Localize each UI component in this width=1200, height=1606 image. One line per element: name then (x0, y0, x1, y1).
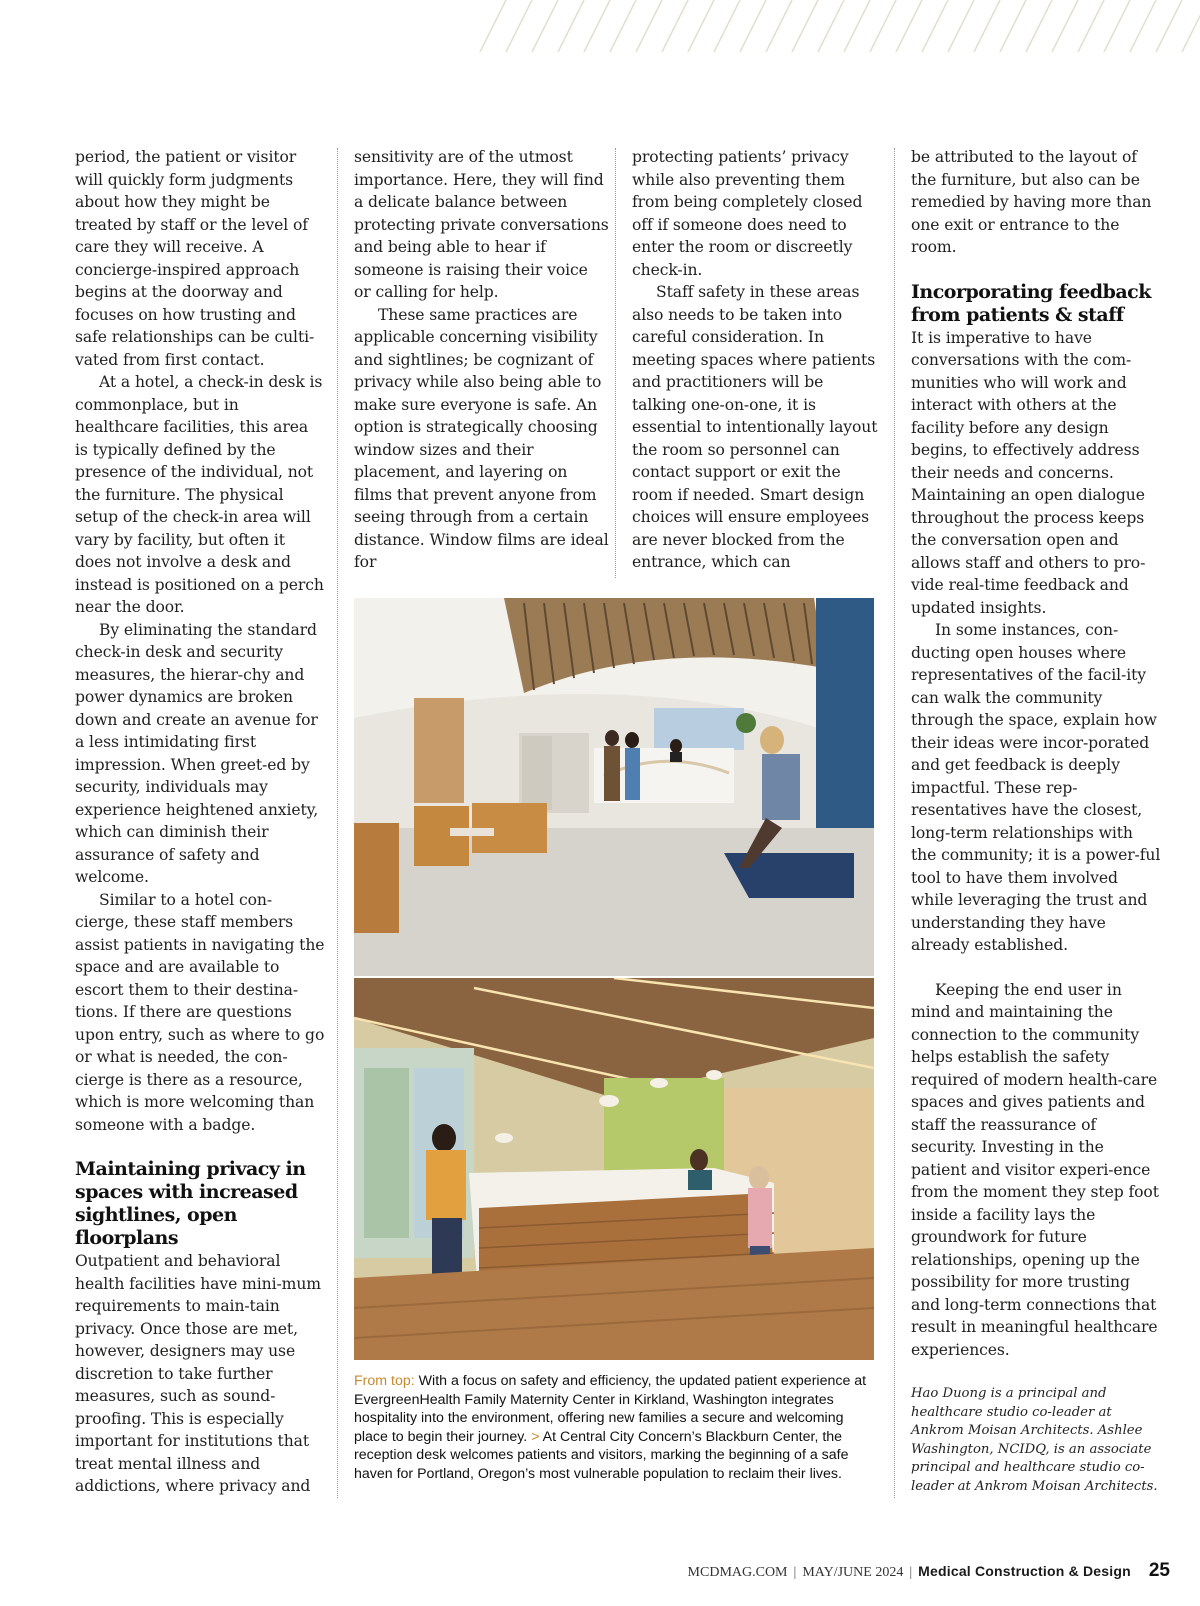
article-column-3 (632, 146, 882, 574)
footer-site: MCDMAG.COM (687, 1565, 788, 1580)
article-column-4 (911, 146, 1161, 1361)
paragraph: In some instances, con-ducting open houses where representatives of the facil-ity can walk the community through the space, explain how their ideas were incor-porated and get feedback is deeply impactful. These rep-resentatives have the closest, long-term relationships with the community; it is a power-ful tool to have them involved while leveraging the trust and understanding they have already established. (911, 621, 1161, 954)
section-heading: Incorporating feedback from patients & staff (911, 280, 1151, 326)
footer-magazine: Medical Construction & Design (918, 1563, 1131, 1579)
paragraph: sensitivity are of the utmost importance. Here, they will find a delicate balance between protecting private conversations and being able to hear if someone is raising their voice or calling for help. (354, 148, 609, 301)
column-rule (615, 148, 616, 578)
page-number: 25 (1148, 1560, 1170, 1581)
article-column-2 (354, 146, 609, 574)
paragraph: By eliminating the standard check-in desk and security measures, the hierar-chy and power dynamics are broken down and create an avenue for a less intimidating first impression. When greet-ed by security, individuals may experience heightened anxiety, which can diminish their assurance of safety and welcome. (75, 620, 319, 886)
paragraph: protecting patients’ privacy while also preventing them from being completely closed off if someone does need to enter the room or discreetly check-in. (632, 148, 863, 279)
article-column-1 (75, 146, 325, 1498)
section-heading: Maintaining privacy in spaces with increased sightlines, open floorplans (75, 1158, 306, 1249)
footer-issue: MAY/JUNE 2024 (802, 1565, 904, 1580)
caption-text: With a focus on safety and efficiency, the updated patient experience at EvergreenHealth Family Maternity Center in Kirkland, Washington integrates hospitality into the environment, offering new families a secure and welcoming place to begin their journey. (354, 1373, 867, 1445)
paragraph: These same practices are applicable concerning visibility and sightlines; be cognizant of privacy while also being able to make sure everyone is safe. An option is strategically choosing window sizes and their placement, and layering on films that prevent anyone from seeing through from a certain distance. Window films are ideal for (354, 305, 609, 571)
page-footer (688, 1560, 1170, 1584)
column-rule (337, 148, 338, 1498)
decorative-hatch-lines (470, 0, 1200, 52)
paragraph: period, the patient or visitor will quickly form judgments about how they might be treated by staff or the level of care they will receive. A concierge-inspired approach begins at the doorway and focuses on how trusting and safe relationships can be culti-vated from first contact. (75, 148, 315, 369)
footer-separator: | (909, 1565, 913, 1580)
paragraph: Outpatient and behavioral health facilities have mini-mum requirements to main-tain privacy. Once those are met, however, designers may use discretion to take further measures, such as sound-proofing. This is especially important for institutions that treat mental illness and addictions, where privacy and (75, 1252, 321, 1495)
reception-photo (354, 978, 874, 1360)
caption-text: At Central City Concern’s Blackburn Center, the reception desk welcomes patients and visitors, marking the beginning of a safe haven for Portland, Oregon’s most vulnerable population to reclaim their lives. (354, 1428, 849, 1482)
paragraph: Staff safety in these areas also needs to be taken into careful consideration. In meeting spaces where patients and practitioners will be talking one-on-one, it is essential to intentionally layout the room so personnel can contact support or exit the room if needed. Smart design choices will ensure employees are never blocked from the entrance, which can (632, 283, 878, 571)
paragraph: Keeping the end user in mind and maintaining the connection to the community helps establish the safety required of modern health-care spaces and gives patients and staff the reassurance of security. Investing in the patient and visitor experi-ence from the moment they step foot inside a facility lays the groundwork for future relationships, opening up the possibility for more trusting and long-term connections that result in meaningful healthcare experiences. (911, 980, 1159, 1359)
paragraph: It is imperative to have conversations with the com-munities who will work and interact with others at the facility before any design begins, to effectively address their needs and concerns. Maintaining an open dialogue throughout the process keeps the conversation open and allows staff and others to pro-vide real-time feedback and updated insights. (911, 328, 1146, 617)
lobby-photo (354, 598, 874, 976)
footer-separator: | (793, 1565, 797, 1580)
caption-lead: From top: (354, 1373, 415, 1389)
paragraph: At a hotel, a check-in desk is commonplace, but in healthcare facilities, this area is typically defined by the presence of the individual, not the furniture. The physical setup of the check-in area will vary by facility, but often it does not involve a desk and instead is positioned on a perch near the door. (75, 373, 324, 616)
paragraph: Similar to a hotel con-cierge, these staff members assist patients in navigating the space and are available to escort them to their destina-tions. If there are questions upon entry, such as where to go or what is needed, the con-cierge is there as a resource, which is more welcoming than someone with a badge. (75, 890, 325, 1134)
photo-caption (354, 1372, 872, 1484)
paragraph: be attributed to the layout of the furniture, but also can be remedied by having more than one exit or entrance to the room. (911, 148, 1152, 256)
caption-arrow: > (531, 1428, 540, 1445)
column-rule (894, 148, 895, 1498)
author-bio: Hao Duong is a principal and healthcare studio co-leader at Ankrom Moisan Architects. Ashlee Washington, NCIDQ, is an associate principal and healthcare studio co-leader at Ankrom Moisan Architects. (911, 1386, 1158, 1494)
